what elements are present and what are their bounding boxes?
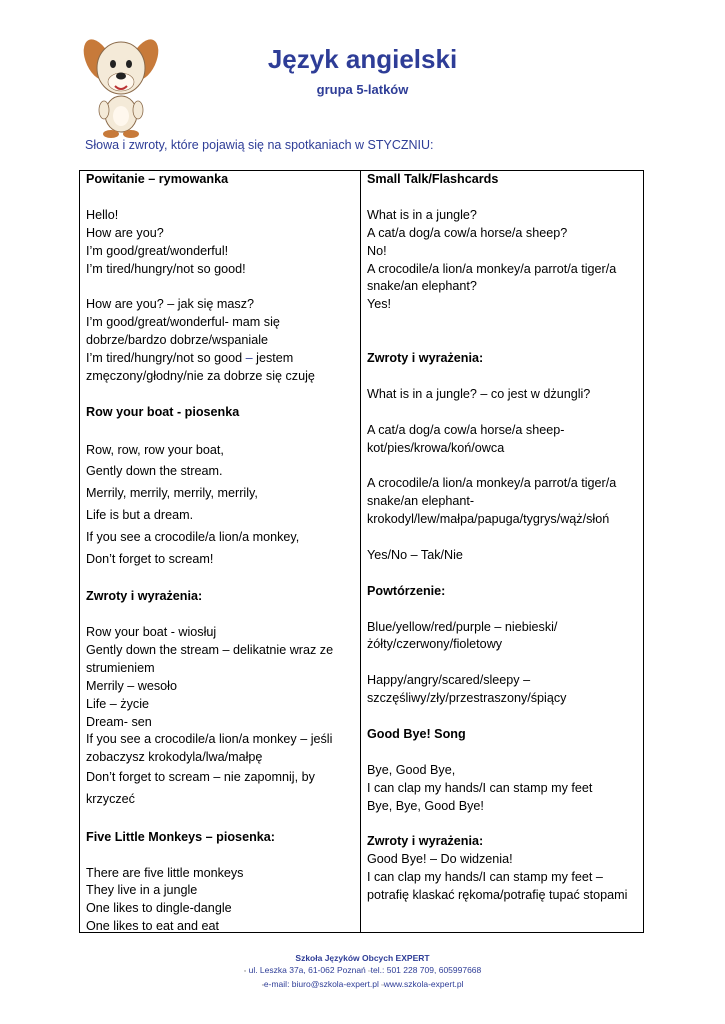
smalltalk-line: A crocodile/a lion/a monkey/a parrot/a tiger/a snake/an elephant? [367,261,617,294]
song-line: One likes to dingle-dangle [86,901,232,916]
greeting-line: How are you? [86,225,164,240]
phrase-line: Good Bye! – Do widzenia! [367,852,513,867]
review-heading: Powtórzenie: [367,583,446,598]
boat-heading: Row your boat - piosenka [86,404,240,419]
bullet-icon: ▫ [243,968,247,975]
song-line: They live in a jungle [86,883,198,898]
phrase-line: A crocodile/a lion/a monkey/a parrot/a tiger/a snake/an elephant- krokodyl/lew/małpa/papuga/tygrys/wąż/słoń [367,476,617,527]
song-line: One likes to eat and eat [86,919,220,934]
song-line: Row, row, row your boat, [86,442,224,457]
footer [0,952,725,992]
goodbye-phrases-heading: Zwroty i wyrażenia: [367,834,484,849]
phrase-line: If you see a crocodile/a lion/a monkey – jeśli zobaczysz krokodyla/lwa/małpę [86,732,333,765]
monkeys-heading: Five Little Monkeys – piosenka: [86,829,275,844]
phrase-line: Gently down the stream – delikatnie wraz ze strumieniem [86,642,334,675]
review-line: Happy/angry/scared/sleepy – szczęśliwy/zły/przestraszony/śpiący [367,673,567,706]
bullet-icon: ▫ [381,982,384,989]
phrase-line: What is in a jungle? – co jest w dżungli? [367,386,591,401]
greeting-line: I’m tired/hungry/not so good! [86,261,246,276]
phrase-line: I can clap my hands/I can stamp my feet – potrafię klaskać rękoma/potrafię tupać stopami [367,870,628,903]
song-line: There are five little monkeys [86,865,244,880]
song-line: If you see a crocodile/a lion/a monkey, [86,529,300,544]
phrase-line: A cat/a dog/a cow/a horse/a sheep- kot/pies/krowa/koń/owca [367,422,565,455]
smalltalk-heading: Small Talk/Flashcards [367,172,499,186]
song-line: Don’t forget to scream! [86,551,214,566]
smalltalk-line: Yes! [367,297,392,312]
right-column [367,171,642,905]
phrase-line: Don’t forget to scream – nie zapomnij, by krzyczeć [86,770,315,807]
page-subtitle: grupa 5-latków [316,82,409,97]
greeting-line: I’m good/great/wonderful! [86,243,229,258]
school-name: Szkoła Języków Obcych EXPERT [295,953,430,963]
greeting-translation: I’m tired/hungry/not so good – jestem zmęczony/głodny/nie za dobrze się czuję [86,351,315,383]
greeting-translation: I’m good/great/wonderful- mam się dobrze/bardzo dobrze/wspaniale [86,315,280,348]
address-text: ul. Leszka 37a, 61-062 Poznań [248,965,366,975]
song-line: Gently down the stream. [86,464,223,479]
contact-line [0,964,725,978]
website-link[interactable]: www.szkola-expert.pl [383,979,464,989]
page-title: Język angielski [267,44,458,74]
column-divider [360,171,361,932]
phrase-line: Dream- sen [86,714,152,729]
intro-text: Słowa i zwroty, które pojawią się na spotkaniach w STYCZNIU: [85,138,434,152]
contact-line [0,978,725,992]
phone-text: tel.: 501 228 709, 605997668 [370,965,482,975]
goodbye-heading: Good Bye! Song [367,726,466,741]
phrase-line: Yes/No – Tak/Nie [367,547,463,562]
phrases-heading: Zwroty i wyrażenia: [367,351,484,366]
bullet-icon: ▫ [368,968,371,975]
smalltalk-line: A cat/a dog/a cow/a horse/a sheep? [367,225,568,240]
greeting-line: Hello! [86,207,119,222]
song-line: Bye, Bye, Good Bye! [367,798,484,813]
email-link[interactable]: e-mail: biuro@szkola-expert.pl [263,979,379,989]
phrase-line: Life – życie [86,696,149,711]
phrase-line: Merrily – wesoło [86,678,177,693]
song-line: Merrily, merrily, merrily, merrily, [86,486,258,501]
left-column [86,171,356,936]
vocabulary-table [79,170,644,933]
review-line: Blue/yellow/red/purple – niebieski/żółty/czerwony/fioletowy [367,619,558,652]
bullet-icon: ▫ [261,982,264,989]
smalltalk-line: What is in a jungle? [367,207,477,222]
greeting-translation: How are you? – jak się masz? [86,297,254,312]
phrase-line: Row your boat - wiosłuj [86,625,217,639]
song-line: Life is but a dream. [86,507,194,522]
smalltalk-line: No! [367,243,387,258]
song-line: I can clap my hands/I can stamp my feet [367,780,593,795]
phrases-heading: Zwroty i wyrażenia: [86,589,203,604]
song-line: Bye, Good Bye, [367,762,456,777]
greeting-heading: Powitanie – rymowanka [86,172,229,186]
